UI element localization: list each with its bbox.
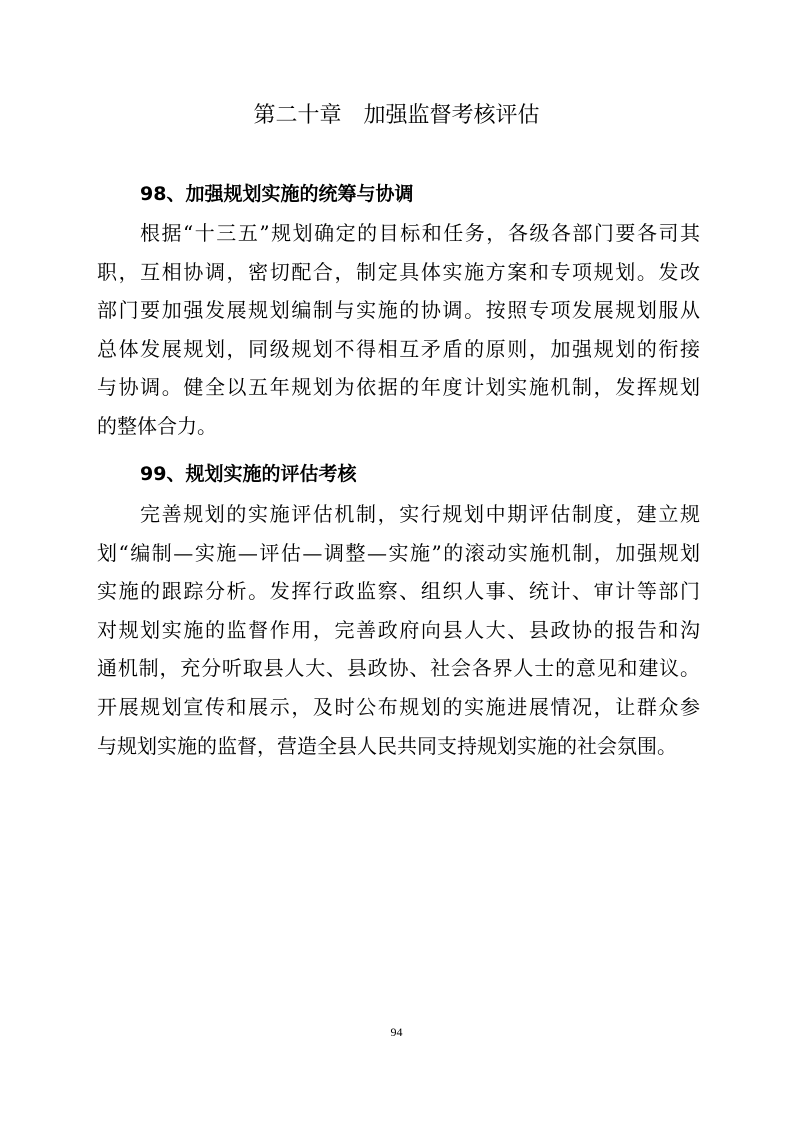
chapter-title: 第二十章 加强监督考核评估 xyxy=(253,103,540,128)
section-heading-98: 98、加强规划实施的统筹与协调 xyxy=(140,183,414,205)
paragraph-line: 与协调。健全以五年规划为依据的年度计划实施机制，发挥规划 xyxy=(97,375,700,400)
paragraph-line: 开展规划宣传和展示，及时公布规划的实施进展情况，让群众参 xyxy=(97,694,700,719)
paragraph-line: 总体发展规划，同级规划不得相互矛盾的原则，加强规划的衔接 xyxy=(97,336,700,361)
paragraph-line: 划“编制—实施—评估—调整—实施”的滚动实施机制，加强规划 xyxy=(97,540,700,565)
paragraph-line: 职，互相协调，密切配合，制定具体实施方案和专项规划。发改 xyxy=(97,259,700,284)
page-number: 94 xyxy=(390,1025,403,1039)
paragraph-line: 通机制，充分听取县人大、县政协、社会各界人士的意见和建议。 xyxy=(97,656,700,681)
section-heading-99: 99、规划实施的评估考核 xyxy=(140,463,357,485)
paragraph-line: 的整体合力。 xyxy=(97,413,217,438)
paragraph-line: 与规划实施的监督，营造全县人民共同支持规划实施的社会氛围。 xyxy=(97,733,677,758)
paragraph-line: 部门要加强发展规划编制与实施的协调。按照专项发展规划服从 xyxy=(97,298,700,323)
paragraph-line: 实施的跟踪分析。发挥行政监察、组织人事、统计、审计等部门 xyxy=(97,579,700,604)
section-98-paragraph xyxy=(97,214,700,446)
paragraph-line: 对规划实施的监督作用，完善政府向县人大、县政协的报告和沟 xyxy=(97,617,700,642)
paragraph-line: 根据“十三五”规划确定的目标和任务，各级各部门要各司其 xyxy=(140,221,700,245)
section-99-paragraph xyxy=(97,495,700,765)
paragraph-line: 完善规划的实施评估机制，实行规划中期评估制度，建立规 xyxy=(140,502,700,526)
